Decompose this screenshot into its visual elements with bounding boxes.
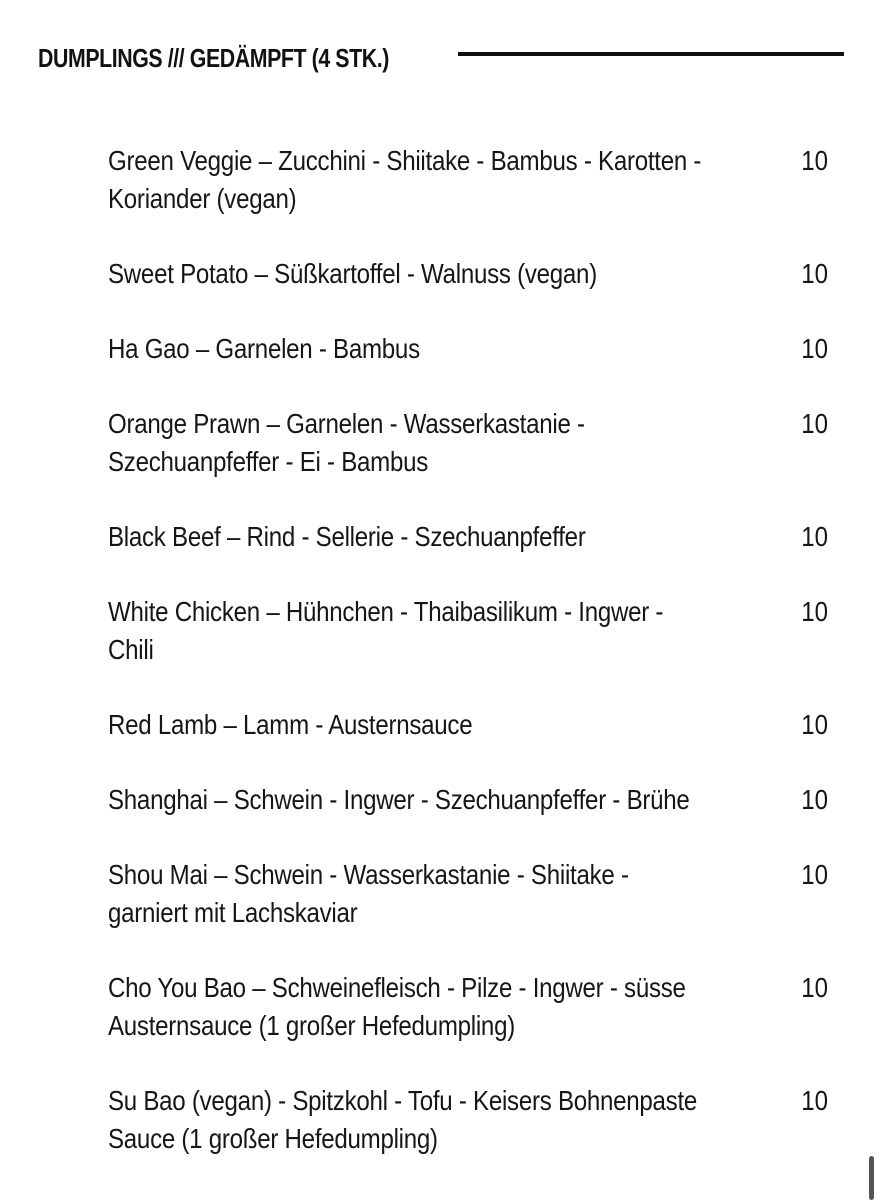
section-header bbox=[38, 38, 844, 78]
menu-item-text: Shanghai – Schwein - Ingwer - Szechuanpfeffer - Brühe bbox=[108, 784, 690, 815]
title-divider bbox=[458, 52, 844, 56]
menu-item-text: Ha Gao – Garnelen - Bambus bbox=[108, 333, 420, 364]
menu-item-price: 10 bbox=[801, 596, 828, 627]
menu-item-price: 10 bbox=[801, 521, 828, 552]
menu-item bbox=[108, 781, 828, 819]
menu-item-price: 10 bbox=[801, 408, 828, 439]
menu-item-price: 10 bbox=[801, 333, 828, 364]
menu-item-text: Orange Prawn – Garnelen - Wasserkastanie - Szechuanpfeffer - Ei - Bambus bbox=[108, 408, 585, 477]
menu-item bbox=[108, 856, 828, 932]
menu-item bbox=[108, 706, 828, 744]
menu-item bbox=[108, 405, 828, 481]
menu-item bbox=[108, 518, 828, 556]
menu-item-price: 10 bbox=[801, 972, 828, 1003]
menu-item bbox=[108, 330, 828, 368]
menu-list bbox=[108, 142, 828, 1195]
menu-item-text: Cho You Bao – Schweinefleisch - Pilze - Ingwer - süsse Austernsauce (1 großer Hefedumpling) bbox=[108, 972, 686, 1041]
menu-item-price: 10 bbox=[801, 859, 828, 890]
menu-item bbox=[108, 142, 828, 218]
menu-item-text: Red Lamb – Lamm - Austernsauce bbox=[108, 709, 473, 740]
menu-item-price: 10 bbox=[801, 709, 828, 740]
menu-item bbox=[108, 969, 828, 1045]
menu-item bbox=[108, 255, 828, 293]
menu-item-text: Green Veggie – Zucchini - Shiitake - Bambus - Karotten - Koriander (vegan) bbox=[108, 145, 702, 214]
menu-item-text: White Chicken – Hühnchen - Thaibasilikum - Ingwer - Chili bbox=[108, 596, 664, 665]
menu-item-price: 10 bbox=[801, 258, 828, 289]
menu-item-price: 10 bbox=[801, 145, 828, 176]
menu-item-text: Black Beef – Rind - Sellerie - Szechuanpfeffer bbox=[108, 521, 586, 552]
section-title: DUMPLINGS /// GEDÄMPFT (4 STK.) bbox=[38, 42, 389, 73]
menu-item bbox=[108, 1082, 828, 1158]
menu-item-text: Shou Mai – Schwein - Wasserkastanie - Shiitake - garniert mit Lachskaviar bbox=[108, 859, 629, 928]
menu-item-price: 10 bbox=[801, 784, 828, 815]
scrollbar[interactable] bbox=[869, 1156, 874, 1200]
menu-item-text: Su Bao (vegan) - Spitzkohl - Tofu - Keisers Bohnenpaste Sauce (1 großer Hefedumpling) bbox=[108, 1085, 698, 1154]
menu-item-price: 10 bbox=[801, 1085, 828, 1116]
menu-item-text: Sweet Potato – Süßkartoffel - Walnuss (vegan) bbox=[108, 258, 597, 289]
menu-item bbox=[108, 593, 828, 669]
